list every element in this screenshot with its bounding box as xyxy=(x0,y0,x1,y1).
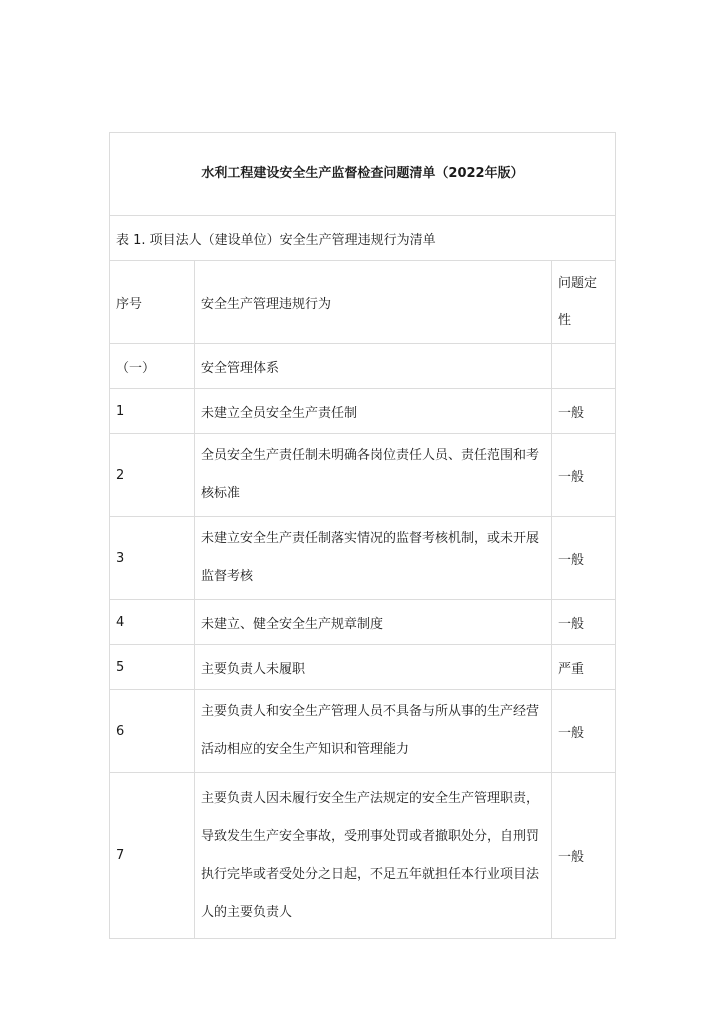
row-number: 4 xyxy=(110,600,195,645)
header-row xyxy=(110,261,616,344)
title-row xyxy=(110,133,616,216)
row-rating xyxy=(552,344,616,389)
row-text: 主要负责人未履职 xyxy=(195,645,552,690)
header-number: 序号 xyxy=(110,261,195,344)
row-text: 主要负责人因未履行安全生产法规定的安全生产管理职责，导致发生生产安全事故，受刑事处罚或者撤职处分，自刑罚执行完毕或者受处分之日起，不足五年就担任本行业项目法人的主要负责人 xyxy=(195,773,552,939)
row-number: 2 xyxy=(110,434,195,517)
violation-list-table xyxy=(109,132,616,939)
row-text: 未建立全员安全生产责任制 xyxy=(195,389,552,434)
table-row xyxy=(110,434,616,517)
table-row xyxy=(110,389,616,434)
table-row xyxy=(110,344,616,389)
table-row xyxy=(110,773,616,939)
row-rating: 一般 xyxy=(552,773,616,939)
table-row xyxy=(110,600,616,645)
row-number: （一） xyxy=(110,344,195,389)
row-rating: 一般 xyxy=(552,690,616,773)
row-number: 1 xyxy=(110,389,195,434)
row-number: 6 xyxy=(110,690,195,773)
table-row xyxy=(110,645,616,690)
row-rating: 一般 xyxy=(552,389,616,434)
row-number: 3 xyxy=(110,517,195,600)
row-rating: 一般 xyxy=(552,600,616,645)
table-row xyxy=(110,690,616,773)
row-number: 5 xyxy=(110,645,195,690)
caption-row xyxy=(110,216,616,261)
row-rating: 一般 xyxy=(552,517,616,600)
row-rating: 一般 xyxy=(552,434,616,517)
row-number: 7 xyxy=(110,773,195,939)
row-text: 未建立安全生产责任制落实情况的监督考核机制，或未开展监督考核 xyxy=(195,517,552,600)
table-caption: 表 1. 项目法人（建设单位）安全生产管理违规行为清单 xyxy=(110,216,616,261)
row-text: 全员安全生产责任制未明确各岗位责任人员、责任范围和考核标准 xyxy=(195,434,552,517)
table-row xyxy=(110,517,616,600)
row-text: 安全管理体系 xyxy=(195,344,552,389)
document-title: 水利工程建设安全生产监督检查问题清单（2022年版） xyxy=(110,133,616,216)
header-behavior: 安全生产管理违规行为 xyxy=(195,261,552,344)
header-rating: 问题定性 xyxy=(552,261,616,344)
row-text: 未建立、健全安全生产规章制度 xyxy=(195,600,552,645)
row-rating: 严重 xyxy=(552,645,616,690)
row-text: 主要负责人和安全生产管理人员不具备与所从事的生产经营活动相应的安全生产知识和管理能力 xyxy=(195,690,552,773)
